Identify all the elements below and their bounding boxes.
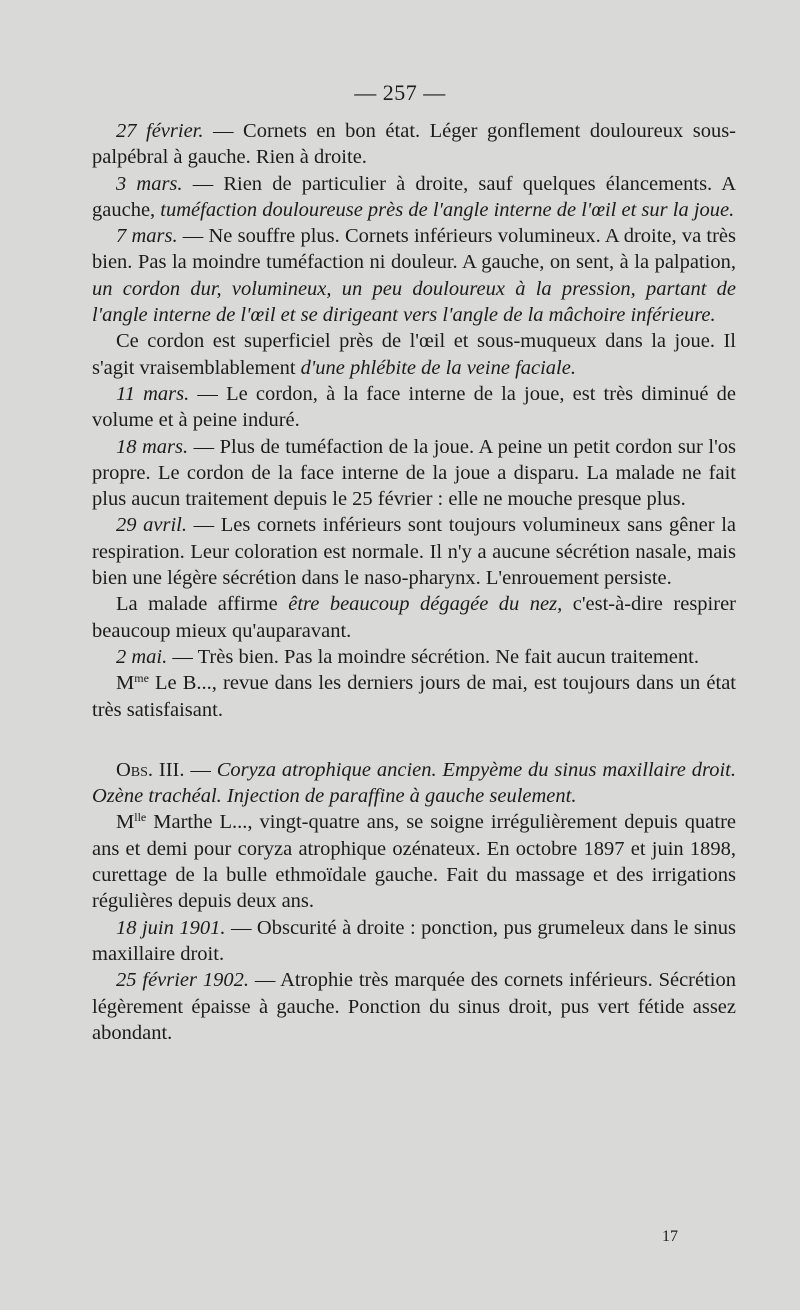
paragraph-text: — Cornets en bon état. Léger gonflement douloureux sous-palpébral à gauche. Rien à droite. <box>92 120 736 169</box>
paragraph-3-mars <box>92 171 736 224</box>
paragraph-text: — Très bien. Pas la moindre sécrétion. Ne fait aucun traitement. <box>167 645 699 668</box>
paragraph-malade <box>92 591 736 644</box>
paragraph-text: — Atrophie très marquée des cornets inférieurs. Sécrétion légèrement épaisse à gauche. Ponction du sinus droit, pus vert fétide assez abondant. <box>92 969 736 1044</box>
observation-title: Coryza atrophique ancien. Empyème du sinus maxillaire droit. Ozène trachéal. Injection de paraffine à gauche seulement. <box>92 758 736 808</box>
observation-dash: — <box>184 758 217 781</box>
paragraph-25-fevrier-1902 <box>92 967 736 1046</box>
date: 18 mars. <box>116 435 189 458</box>
title-prefix: M <box>116 811 135 834</box>
paragraph-mme-le-b <box>92 670 736 723</box>
paragraph-18-juin-1901 <box>92 915 736 968</box>
paragraph-2-mai <box>92 644 736 670</box>
date: 29 avril. <box>116 514 187 537</box>
title-superscript: lle <box>134 810 147 825</box>
date: 27 février. <box>116 120 204 142</box>
paragraph-italic: d'une phlébite de la veine faciale. <box>300 356 576 379</box>
paragraph-text: Ce cordon est superficiel près de l'œil et sous-muqueux dans la joue. Il s'agit vraisemblablement <box>92 330 736 379</box>
paragraph-italic: être beaucoup dégagée du nez, <box>288 593 563 616</box>
paragraph-29-avril <box>92 512 736 591</box>
date: 25 février 1902. <box>116 969 250 992</box>
paragraph-italic: un cordon dur, volumineux, un peu douloureux à la pression, partant de l'angle interne de l'œil et se dirigeant vers l'angle de la mâchoire inférieure. <box>92 277 736 327</box>
paragraph-27-fevrier <box>92 118 736 171</box>
title-superscript: me <box>134 671 149 686</box>
paragraph-italic: tuméfaction douloureuse près de l'angle interne de l'œil et sur la joue. <box>160 198 735 221</box>
paragraph-text: Le B..., revue dans les derniers jours de mai, est toujours dans un état très satisfaisant. <box>92 672 736 721</box>
date: 11 mars. <box>116 382 190 405</box>
date: 3 mars. <box>116 172 183 195</box>
title-prefix: M <box>116 672 135 695</box>
observation-heading <box>92 757 736 810</box>
observation-label: Obs. III. <box>116 758 185 781</box>
page-number: — 257 — <box>354 80 446 105</box>
paragraph-cordon <box>92 328 736 381</box>
paragraph-mlle-marthe <box>92 809 736 914</box>
paragraph-text: — Le cordon, à la face interne de la joue, est très diminué de volume et à peine induré. <box>92 382 736 432</box>
paragraph-text: La malade affirme <box>116 593 289 616</box>
page-body <box>92 118 736 1046</box>
paragraph-text: — Obscurité à droite : ponction, pus grumeleux dans le sinus maxillaire droit. <box>92 916 736 965</box>
date: 7 mars. <box>116 225 178 248</box>
signature-mark: 17 <box>662 1228 678 1245</box>
paragraph-text: c'est-à-dire respirer beaucoup mieux qu'auparavant. <box>92 593 736 642</box>
paragraph-text: — Les cornets inférieurs sont toujours volumineux sans gêner la respiration. Leur coloration est normale. Il n'y a aucune sécrétion nasale, mais bien une légère sécrétion dans le naso-pharynx. L'enrouement persiste. <box>92 514 736 590</box>
date: 18 juin 1901. <box>116 916 226 939</box>
paragraph-text: — Ne souffre plus. Cornets inférieurs volumineux. A droite, va très bien. Pas la moindre tuméfaction ni douleur. A gauche, on sent, à la palpation, <box>92 225 736 274</box>
paragraph-text: — Rien de particulier à droite, sauf quelques élancements. A gauche, <box>92 172 736 221</box>
paragraph-text: Marthe L..., vingt-quatre ans, se soigne irrégulièrement depuis quatre ans et demi pour coryza atrophique ozénateux. En octobre 1897 et juin 1898, curettage de la bulle ethmoïdale gauche. Fait du massage et des irrigations régulières depuis deux ans. <box>92 811 736 913</box>
paragraph-7-mars <box>92 223 736 328</box>
paragraph-text: — Plus de tuméfaction de la joue. A peine un petit cordon sur l'os propre. Le cordon de la face interne de la joue a disparu. La malade ne fait plus aucun traitement depuis le 25 février : elle ne mouche presque plus. <box>92 435 736 511</box>
paragraph-18-mars <box>92 434 736 513</box>
date: 2 mai. <box>116 645 168 668</box>
paragraph-11-mars <box>92 381 736 434</box>
